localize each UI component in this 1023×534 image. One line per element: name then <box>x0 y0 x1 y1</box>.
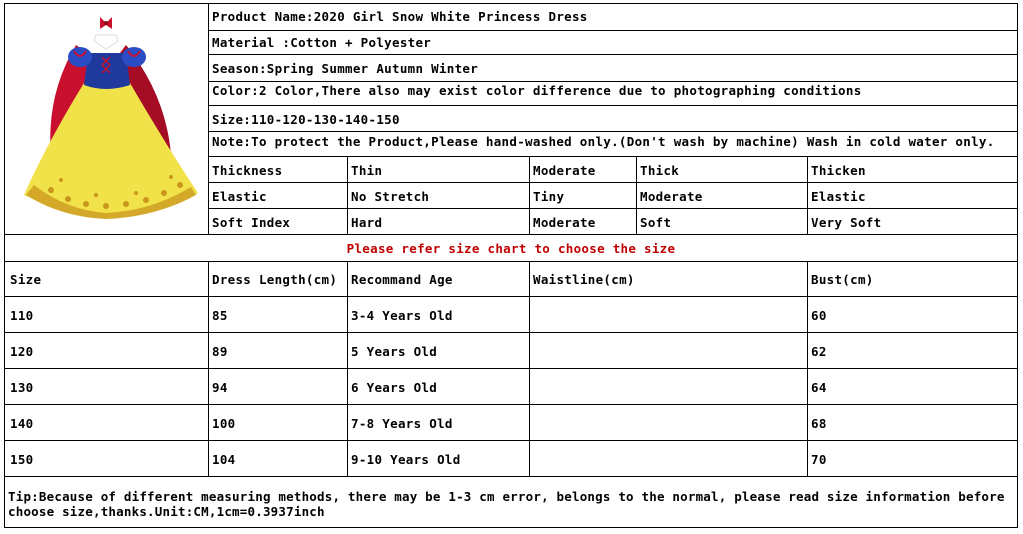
table-cell: 85 <box>212 308 228 323</box>
attribute-value: Very Soft <box>811 215 882 230</box>
attribute-value: Hard <box>351 215 383 230</box>
table-cell: 60 <box>811 308 827 323</box>
attribute-label: Soft Index <box>212 215 291 230</box>
attribute-value: Moderate <box>533 163 596 178</box>
size-list: Size:110-120-130-140-150 <box>212 112 400 127</box>
attribute-value: Soft <box>640 215 672 230</box>
table-cell: 62 <box>811 344 827 359</box>
table-header: Size <box>10 272 42 287</box>
table-cell: 130 <box>10 380 34 395</box>
table-cell: 94 <box>212 380 228 395</box>
measurement-tip: Tip:Because of different measuring methods, there may be 1-3 cm error, belongs to the normal, please read size information before choose size,thanks.Unit:CM,1cm=0.3937inch <box>8 489 1005 519</box>
table-header: Bust(cm) <box>811 272 874 287</box>
table-header: Recommand Age <box>351 272 453 287</box>
table-header: Dress Length(cm) <box>212 272 338 287</box>
attribute-label: Elastic <box>212 189 267 204</box>
product-name: Product Name:2020 Girl Snow White Princess Dress <box>212 9 588 24</box>
color-info: Color:2 Color,There also may exist color difference due to photographing conditions <box>212 83 862 98</box>
table-cell: 7-8 Years Old <box>351 416 453 431</box>
table-cell: 120 <box>10 344 34 359</box>
table-cell: 110 <box>10 308 34 323</box>
table-cell: 68 <box>811 416 827 431</box>
table-cell: 140 <box>10 416 34 431</box>
attribute-value: Moderate <box>640 189 703 204</box>
table-cell: 5 Years Old <box>351 344 438 359</box>
care-note: Note:To protect the Product,Please hand-washed only.(Don't wash by machine) Wash in cold water only. <box>212 134 995 149</box>
size-sheet <box>4 3 1018 528</box>
attribute-value: Tiny <box>533 189 565 204</box>
table-cell: 64 <box>811 380 827 395</box>
table-cell: 89 <box>212 344 228 359</box>
attribute-value: Thicken <box>811 163 866 178</box>
product-photo <box>6 5 208 236</box>
table-cell: 70 <box>811 452 827 467</box>
table-cell: 104 <box>212 452 236 467</box>
attribute-value: No Stretch <box>351 189 430 204</box>
season: Season:Spring Summer Autumn Winter <box>212 61 479 76</box>
table-header: Waistline(cm) <box>533 272 635 287</box>
table-cell: 6 Years Old <box>351 380 438 395</box>
table-cell: 9-10 Years Old <box>351 452 461 467</box>
table-cell: 3-4 Years Old <box>351 308 453 323</box>
attribute-value: Elastic <box>811 189 866 204</box>
table-cell: 150 <box>10 452 34 467</box>
table-cell: 100 <box>212 416 236 431</box>
attribute-value: Thick <box>640 163 680 178</box>
attribute-label: Thickness <box>212 163 283 178</box>
size-chart-notice: Please refer size chart to choose the size <box>346 241 676 256</box>
attribute-value: Thin <box>351 163 383 178</box>
attribute-value: Moderate <box>533 215 596 230</box>
material: Material :Cotton + Polyester <box>212 35 432 50</box>
